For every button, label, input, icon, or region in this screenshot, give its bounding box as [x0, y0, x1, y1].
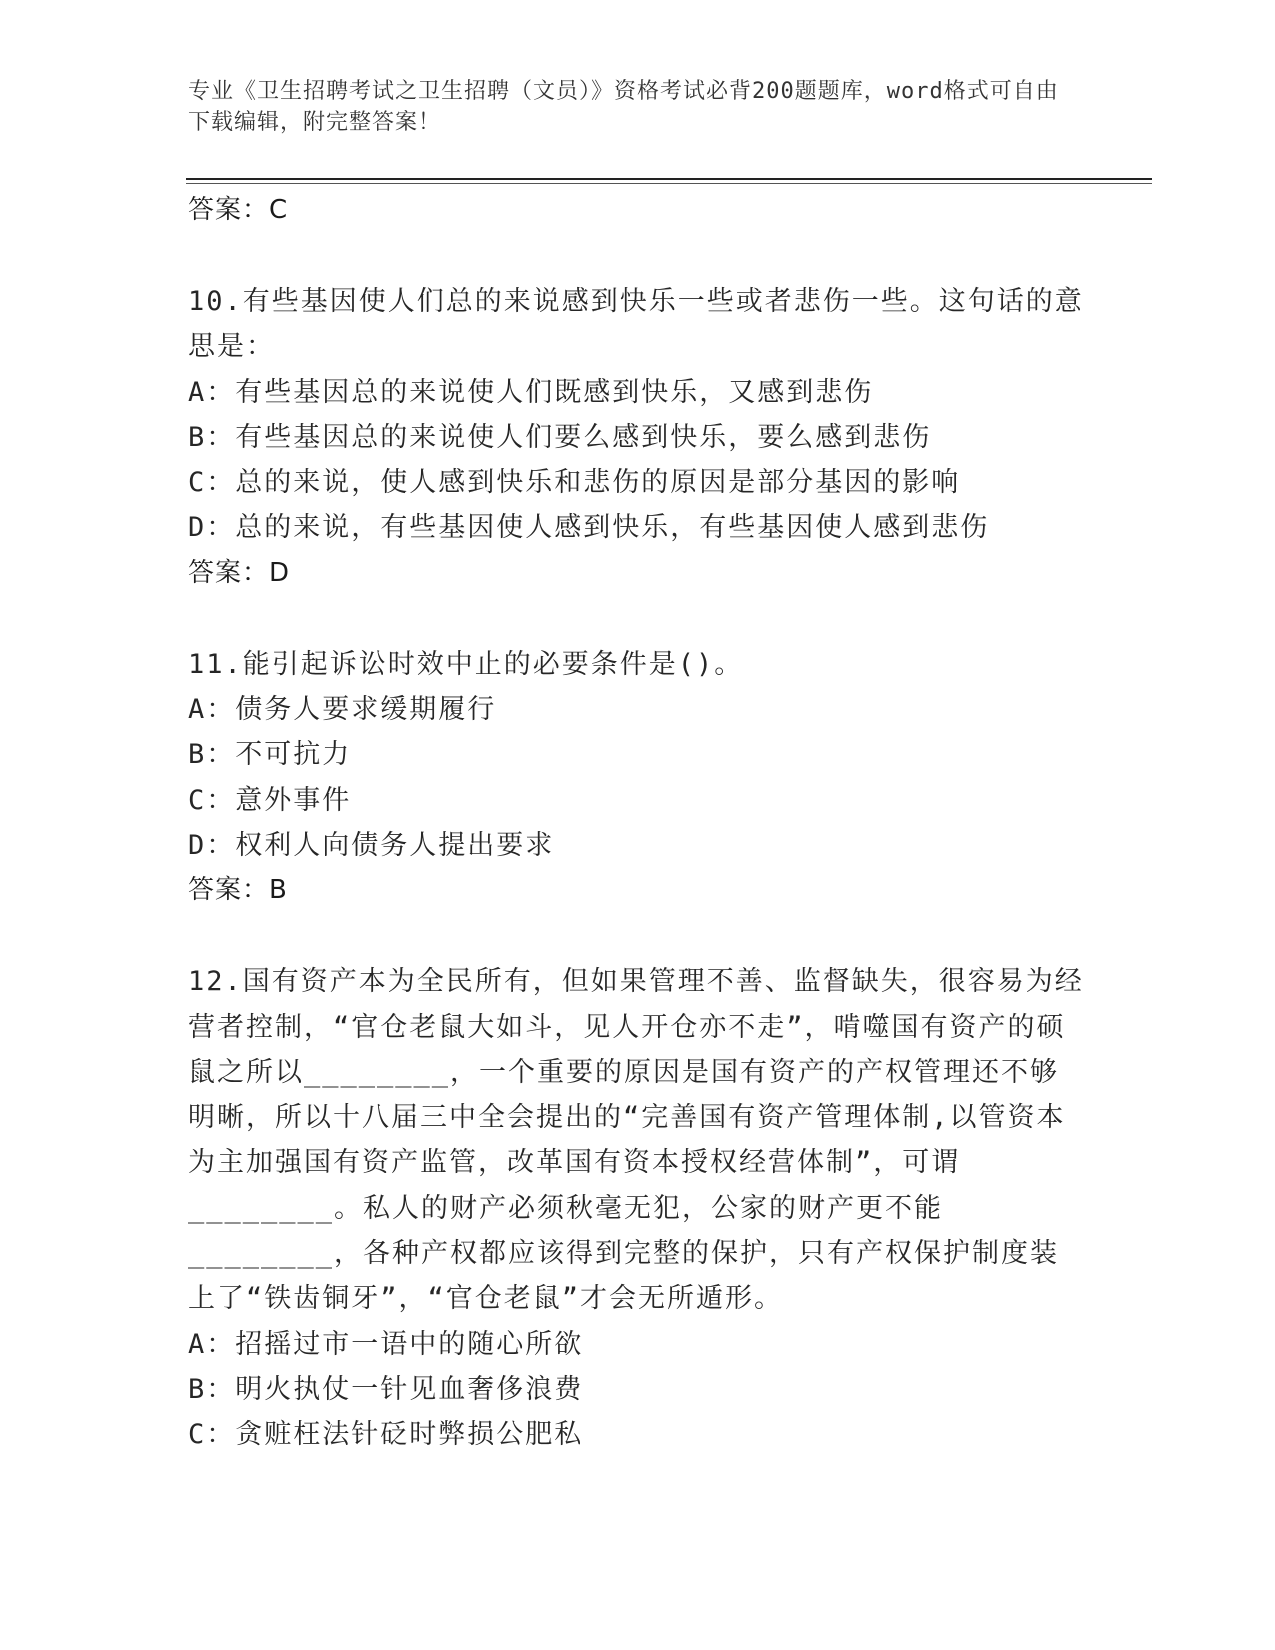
option-b: B：明火执仗一针见血奢侈浪费	[188, 1373, 584, 1405]
header-rule-thin	[186, 183, 1152, 184]
option-d: D：权利人向债务人提出要求	[188, 829, 555, 861]
option-c: C：贪赃枉法针砭时弊损公肥私	[188, 1419, 584, 1451]
question-stem: 10.有些基因使人们总的来说感到快乐一些或者悲伤一些。这句话的意思是：	[188, 286, 1084, 363]
question-11	[188, 642, 1088, 913]
answer-line: 答案：B	[188, 875, 288, 906]
header-rule	[186, 178, 1152, 180]
answer-line: 答案：D	[188, 557, 291, 588]
option-c: C：总的来说，使人感到快乐和悲伤的原因是部分基因的影响	[188, 467, 961, 499]
option-b: B：不可抗力	[188, 739, 352, 771]
page-header: 专业《卫生招聘考试之卫生招聘（文员）》资格考试必背200题题库，word格式可自由下载编辑，附完整答案！	[188, 79, 1059, 135]
option-d: D：总的来说，有些基因使人感到快乐，有些基因使人感到悲伤	[188, 512, 990, 544]
question-10	[188, 279, 1088, 596]
option-a: A：债务人要求缓期履行	[188, 694, 497, 726]
answer-line: 答案：C	[188, 195, 289, 225]
option-a: A：有些基因总的来说使人们既感到快乐，又感到悲伤	[188, 376, 874, 408]
question-stem: 12.国有资产本为全民所有，但如果管理不善、监督缺失，很容易为经营者控制，“官仓老鼠大如斗，见人开仓亦不走”，啃噬国有资产的硕鼠之所以________，一个重要的原因是国有资产的产权管理还不够明晰，所以十八届三中全会提出的“完善国有资产管理体制,以管资本为主加强国有资产监管，改革国有资本授权经营体制”，可谓________。私人的财产必须秋毫无犯，公家的财产更不能________，各种产权都应该得到完整的保护，只有产权保护制度装上了“铁齿铜牙”，“官仓老鼠”才会无所遁形。	[188, 966, 1084, 1315]
option-a: A：招摇过市一语中的随心所欲	[188, 1328, 584, 1360]
question-stem: 11.能引起诉讼时效中止的必要条件是()。	[188, 648, 744, 680]
document-body	[188, 188, 1088, 1458]
option-c: C：意外事件	[188, 784, 352, 816]
question-12	[188, 959, 1088, 1457]
option-b: B：有些基因总的来说使人们要么感到快乐，要么感到悲伤	[188, 421, 932, 453]
